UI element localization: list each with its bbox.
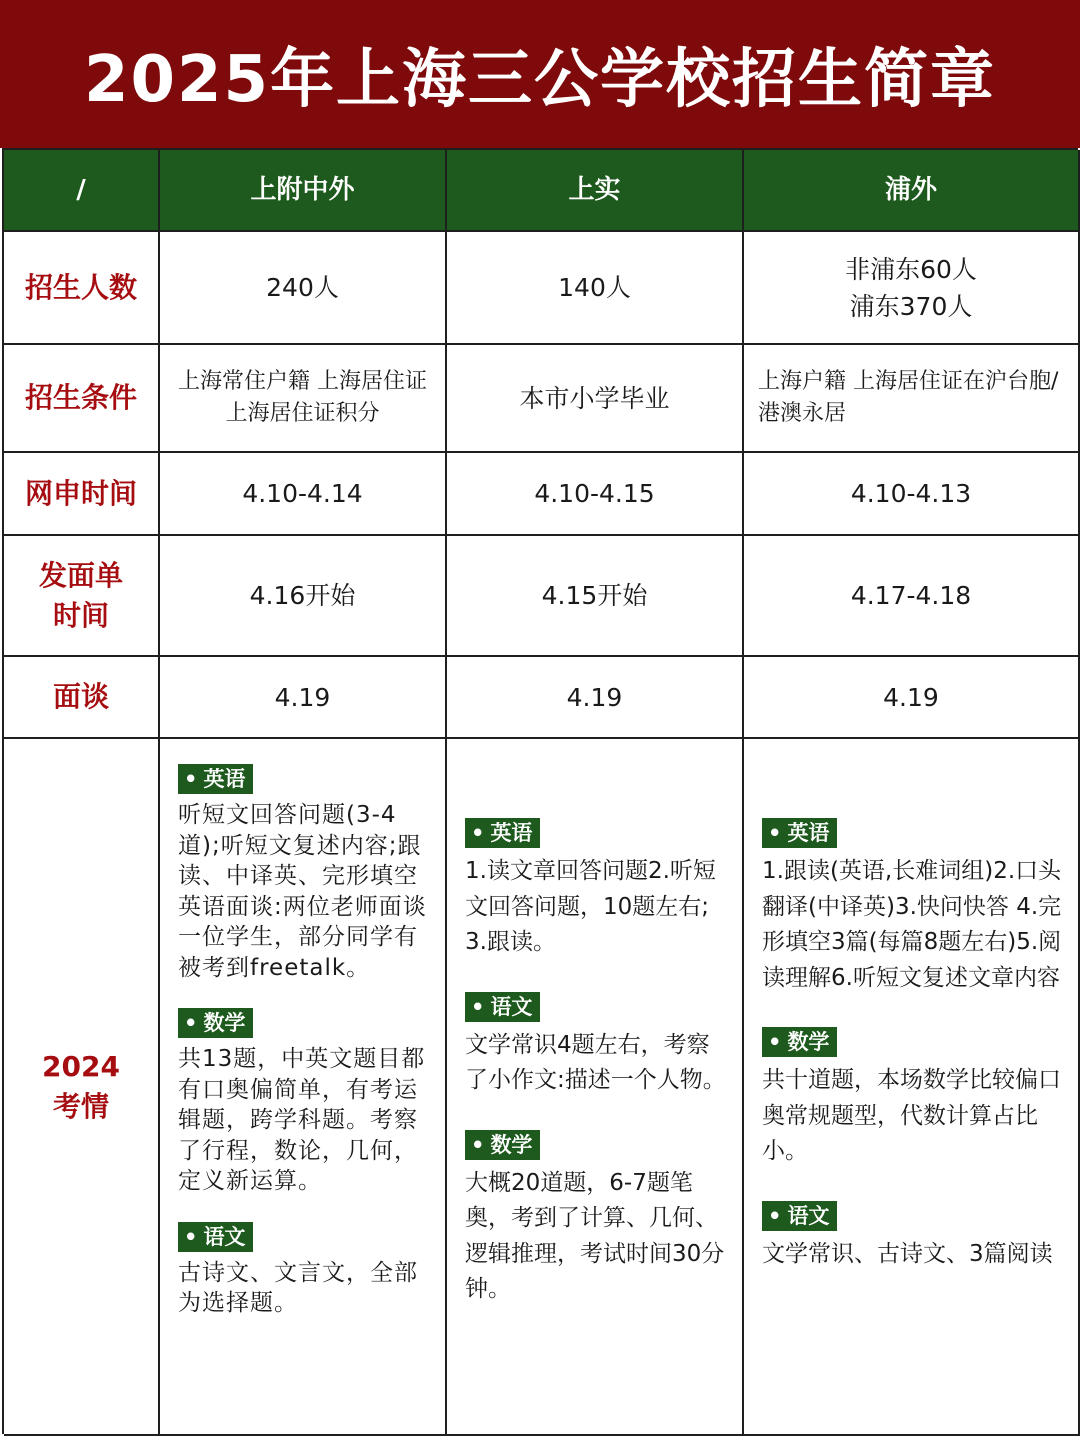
header-school-2: 上实	[447, 150, 744, 232]
row-label-notice-time	[4, 536, 160, 657]
apply-time-c1: 4.10-4.14	[160, 453, 447, 536]
subject-label: 英语	[203, 767, 246, 791]
subject-label: 数学	[490, 1132, 533, 1157]
header-school-3: 浦外	[744, 150, 1080, 232]
subject-label: 英语	[490, 821, 533, 845]
row-label-conditions: 招生条件	[4, 345, 160, 453]
bullet-icon: •	[768, 1203, 782, 1228]
subject-text: 共十道题，本场数学比较偏口奥常规题型，代数计算占比小。	[762, 1067, 1061, 1164]
bullet-icon: •	[184, 1224, 198, 1249]
subject-badge	[465, 1130, 540, 1160]
subject-text: 文学常识4题左右，考察了小作文:描述一个人物。	[465, 1031, 726, 1093]
notice-time-c3: 4.17-4.18	[744, 536, 1080, 657]
row-label-apply-time: 网申时间	[4, 453, 160, 536]
exam-c3	[744, 739, 1080, 1436]
admission-table	[2, 148, 1078, 1434]
exam-c2-chinese	[465, 987, 726, 1099]
conditions-c2: 本市小学毕业	[447, 345, 744, 453]
exam-c1-chinese	[178, 1217, 429, 1319]
subject-badge	[465, 992, 540, 1022]
bullet-icon: •	[471, 1132, 485, 1157]
bullet-icon: •	[471, 821, 485, 845]
page-title: 2025年上海三公学校招生简章	[83, 43, 997, 117]
subject-badge	[762, 818, 837, 848]
exam-c1	[160, 739, 447, 1436]
apply-time-c3: 4.10-4.13	[744, 453, 1080, 536]
subject-label: 语文	[787, 1203, 830, 1228]
subject-text: 1.读文章回答问题2.听短文回答问题，10题左右;3.跟读。	[465, 858, 716, 955]
row-label-exam-line1: 2024	[42, 1049, 120, 1083]
conditions-c3: 上海户籍 上海居住证在沪台胞/港澳永居	[744, 345, 1080, 453]
subject-label: 英语	[787, 821, 830, 845]
enrollment-c3-line2: 浦东370人	[849, 291, 973, 321]
exam-c1-english-interview	[178, 892, 429, 984]
bullet-icon: •	[184, 767, 198, 791]
header-corner: /	[4, 150, 160, 232]
apply-time-c2: 4.10-4.15	[447, 453, 744, 536]
subject-label: 数学	[787, 1030, 830, 1054]
title-bar	[0, 0, 1080, 148]
exam-c3-math	[762, 1022, 1062, 1170]
row-label-exam-line2: 考情	[52, 1089, 109, 1123]
row-label-exam	[4, 739, 160, 1436]
bullet-icon: •	[768, 821, 782, 845]
enrollment-c3-line1: 非浦东60人	[845, 254, 977, 284]
enrollment-c2: 140人	[447, 232, 744, 345]
subject-label: 语文	[203, 1224, 246, 1249]
row-label-interview: 面谈	[4, 657, 160, 739]
subject-text: 1.跟读(英语,长难词组)2.口头翻译(中译英)3.快问快答 4.完形填空3篇(每篇8题左右)5.阅读理解6.听短文复述文章内容	[762, 858, 1062, 991]
conditions-c1: 上海常住户籍 上海居住证 上海居住证积分	[160, 345, 447, 453]
subject-label: 语文	[490, 994, 533, 1019]
subject-text: 听短文回答问题(3-4道);听短文复述内容;跟读、中译英、完形填空	[178, 802, 422, 889]
row-label-notice-time-line1: 发面单	[38, 558, 123, 592]
subject-badge	[178, 764, 253, 794]
subject-badge	[178, 1008, 253, 1038]
enrollment-c1: 240人	[160, 232, 447, 345]
exam-c1-english	[178, 759, 429, 892]
notice-time-c2: 4.15开始	[447, 536, 744, 657]
exam-c3-english	[762, 813, 1062, 996]
subject-badge	[178, 1222, 253, 1252]
subject-label: 数学	[203, 1011, 246, 1035]
interview-c1: 4.19	[160, 657, 447, 739]
notice-time-c1: 4.16开始	[160, 536, 447, 657]
exam-c2-math	[465, 1125, 726, 1308]
subject-text: 文学常识、古诗文、3篇阅读	[762, 1240, 1053, 1267]
row-label-enrollment: 招生人数	[4, 232, 160, 345]
enrollment-c3	[744, 232, 1080, 345]
interview-c3: 4.19	[744, 657, 1080, 739]
bullet-icon: •	[471, 994, 485, 1019]
exam-c2-english	[465, 813, 726, 961]
header-school-1: 上附中外	[160, 150, 447, 232]
interview-c2: 4.19	[447, 657, 744, 739]
subject-badge	[762, 1201, 837, 1231]
subject-badge	[465, 818, 540, 848]
bullet-icon: •	[184, 1011, 198, 1035]
subject-text: 大概20道题，6-7题笔奥，考到了计算、几何、逻辑推理，考试时间30分钟。	[465, 1169, 725, 1302]
subject-text: 古诗文、文言文，全部为选择题。	[178, 1259, 418, 1316]
exam-c1-math	[178, 1003, 429, 1197]
bullet-icon: •	[768, 1030, 782, 1054]
row-label-notice-time-line2: 时间	[52, 598, 109, 632]
subject-text: 英语面谈:两位老师面谈一位学生，部分同学有被考到freetalk。	[178, 893, 427, 981]
exam-c2	[447, 739, 744, 1436]
subject-badge	[762, 1027, 837, 1057]
exam-c3-chinese	[762, 1196, 1053, 1273]
subject-text: 共13题，中英文题目都有口奥偏简单，有考运辑题，跨学科题。考察了行程，数论，几何，定义新运算。	[178, 1046, 426, 1194]
